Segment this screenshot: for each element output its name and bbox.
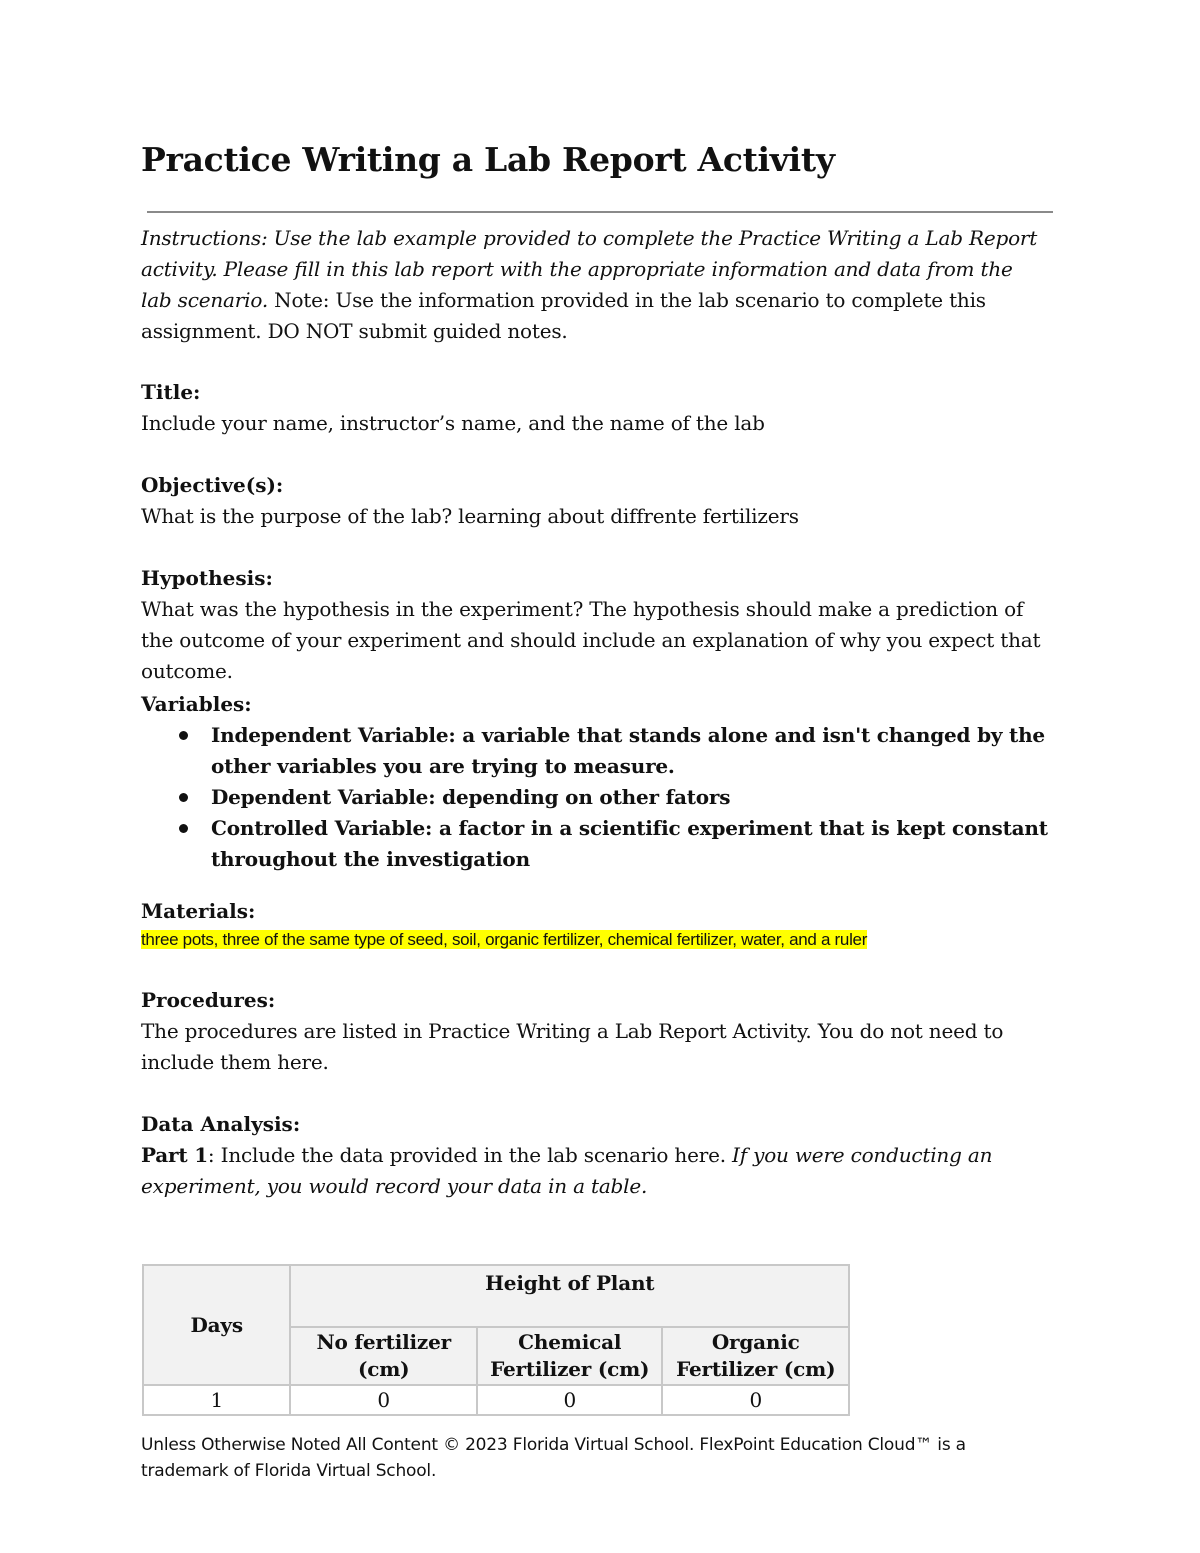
list-item: [141, 782, 1053, 813]
objective-text: What is the purpose of the lab? learning about diffrente fertilizers: [141, 504, 799, 528]
hypothesis-text: What was the hypothesis in the experiment? The hypothesis should make a prediction of the outcome of your experiment and should include an explanation of why you expect that outcome.: [141, 597, 1041, 683]
title-heading: Title:: [141, 380, 201, 404]
list-item: [141, 720, 1053, 782]
data-analysis-heading: Data Analysis:: [141, 1112, 301, 1136]
variables-heading: Variables:: [141, 692, 252, 716]
variable-independent: Independent Variable: a variable that stands alone and isn't changed by the other variables you are trying to measure.: [211, 723, 1045, 778]
data-analysis-section: [141, 1109, 1053, 1202]
procedures-heading: Procedures:: [141, 988, 276, 1012]
height-of-plant-header: Height of Plant: [290, 1265, 849, 1327]
no-fertilizer-header: No fertilizer (cm): [290, 1327, 476, 1385]
part1-label: Part 1: [141, 1143, 208, 1167]
part1-text: [141, 1140, 1053, 1202]
hypothesis-heading: Hypothesis:: [141, 566, 273, 590]
copyright-footer: Unless Otherwise Noted All Content © 2023 Florida Virtual School. FlexPoint Education Cloud™ is a trademark of Florida Virtual School.: [141, 1435, 966, 1481]
objective-section: [141, 470, 1053, 532]
title-text: Include your name, instructor’s name, and the name of the lab: [141, 411, 765, 435]
no-fertilizer-cell: 0: [290, 1385, 476, 1415]
instructions-note: Note: Use the information provided in the lab scenario to complete this assignment. DO NOT submit guided notes.: [141, 288, 986, 343]
organic-fertilizer-header: Organic Fertilizer (cm): [662, 1327, 849, 1385]
table-row: [143, 1385, 849, 1415]
title-divider: [147, 211, 1053, 213]
chemical-fertilizer-cell: 0: [477, 1385, 663, 1415]
part1-italic: If you were conducting an experiment, you would record your data in a table.: [141, 1143, 993, 1198]
title-section: [141, 377, 1053, 439]
materials-text: three pots, three of the same type of seed, soil, organic fertilizer, chemical fertilizer, water, and a ruler: [141, 930, 868, 949]
list-item: [141, 813, 1053, 875]
chemical-fertilizer-header: Chemical Fertilizer (cm): [477, 1327, 663, 1385]
plant-height-table: [142, 1264, 850, 1416]
bullet-icon: [179, 793, 188, 802]
instructions-italic: Instructions: Use the lab example provided to complete the Practice Writing a Lab Report activity. Please fill in this lab report with the appropriate information and data from the lab scenario.: [141, 226, 1038, 312]
objective-heading: Objective(s):: [141, 473, 284, 497]
variable-dependent: Dependent Variable: depending on other fators: [211, 785, 731, 809]
variables-list: [141, 720, 1053, 875]
variable-controlled: Controlled Variable: a factor in a scientific experiment that is kept constant throughout the investigation: [211, 816, 1048, 871]
bullet-icon: [179, 824, 188, 833]
days-header: Days: [143, 1265, 290, 1385]
procedures-text: The procedures are listed in Practice Writing a Lab Report Activity. You do not need to include them here.: [141, 1019, 1004, 1074]
page-title: Practice Writing a Lab Report Activity: [141, 140, 835, 179]
hypothesis-section: [141, 563, 1053, 687]
instructions-paragraph: [141, 223, 1046, 347]
part1-body: : Include the data provided in the lab scenario here.: [207, 1143, 733, 1167]
variables-section: [141, 689, 1053, 875]
organic-fertilizer-cell: 0: [662, 1385, 849, 1415]
day-cell: 1: [143, 1385, 290, 1415]
materials-text-wrap: [141, 927, 1053, 953]
table-header-row: [143, 1265, 849, 1327]
materials-section: [141, 896, 1053, 953]
materials-heading: Materials:: [141, 899, 256, 923]
bullet-icon: [179, 731, 188, 740]
procedures-section: [141, 985, 1053, 1078]
